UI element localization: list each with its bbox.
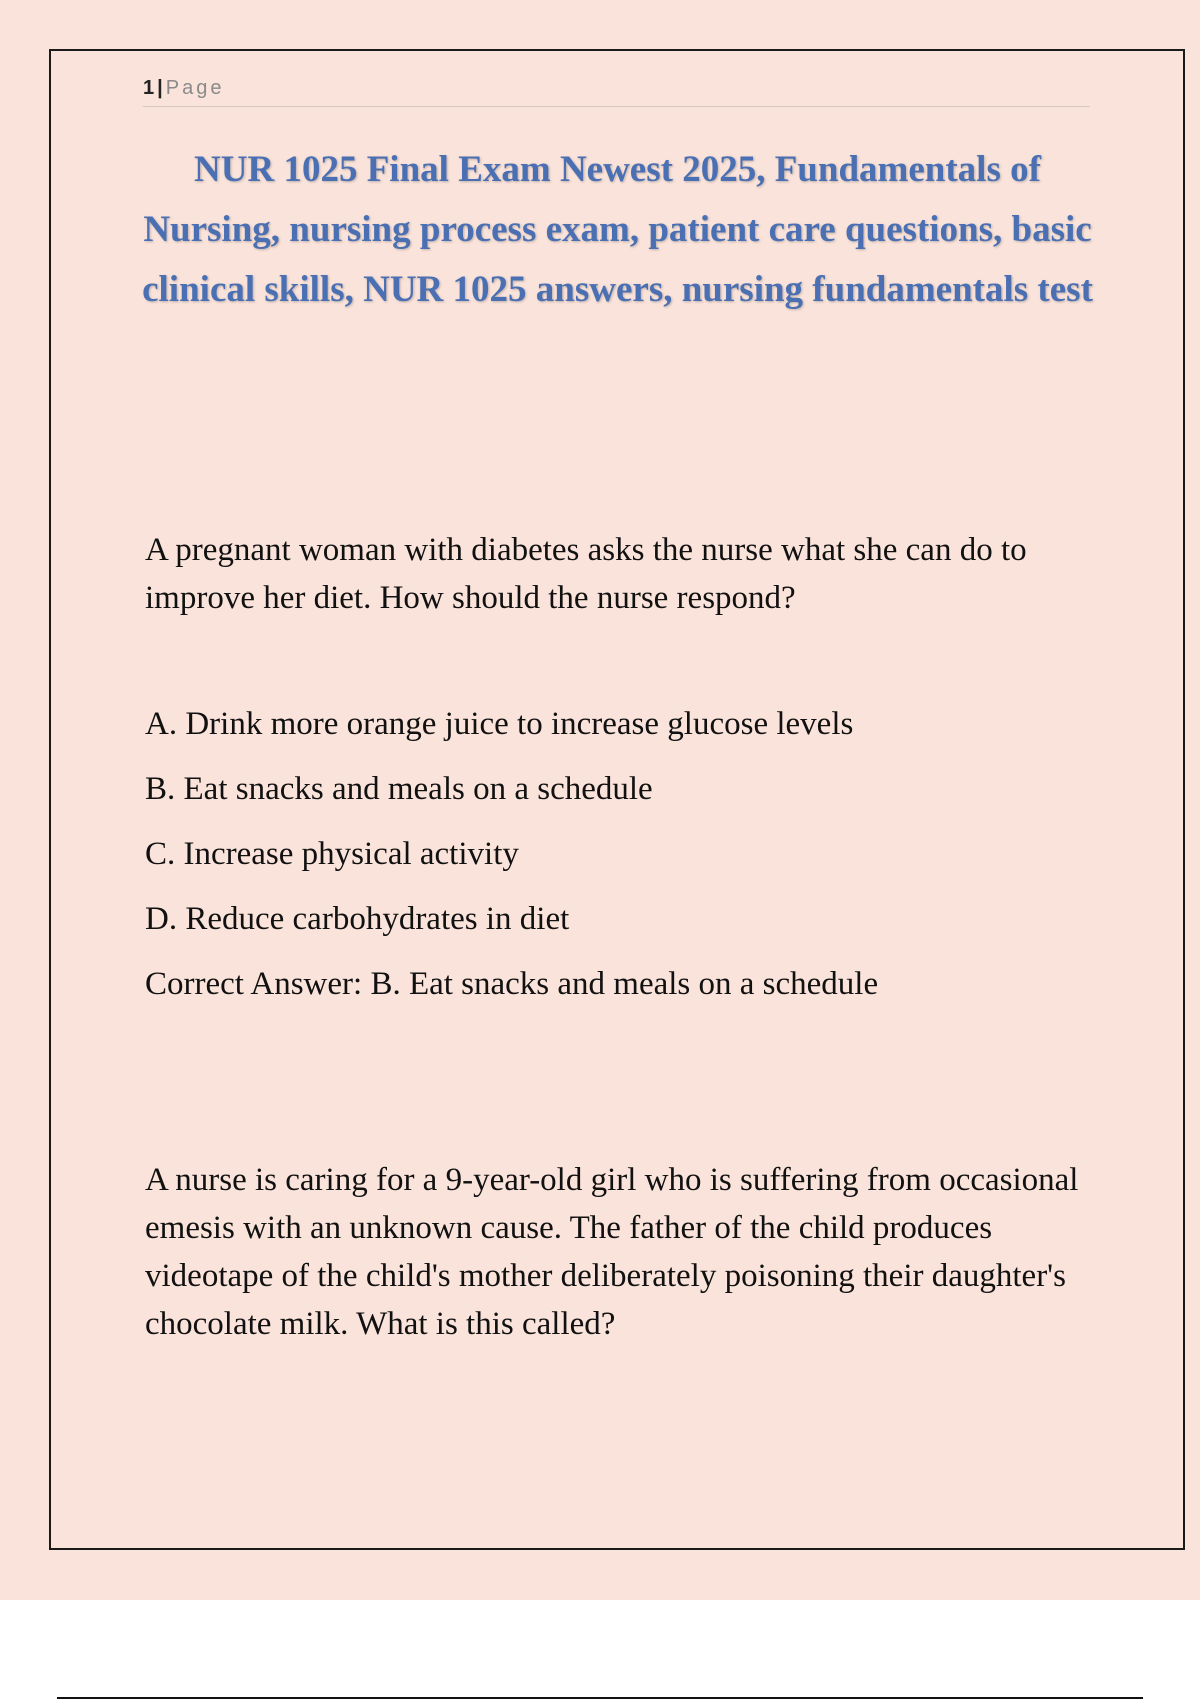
question-2-text: A nurse is caring for a 9-year-old girl who is suffering from occasional emesis with an unknown cause. The father of the child produces videotape of the child's mother deliberately poisoning their daughter's chocolate milk. What is this called? xyxy=(145,1162,1079,1342)
page-header xyxy=(143,74,1090,107)
question-1-options xyxy=(145,704,1085,964)
document-title: NUR 1025 Final Exam Newest 2025, Fundamentals of Nursing, nursing process exam, patient care questions, basic clinical skills, NUR 1025 answers, nursing fundamentals test xyxy=(142,149,1093,310)
page-label: Page xyxy=(165,77,225,99)
question-1-text: A pregnant woman with diabetes asks the nurse what she can do to improve her diet. How should the nurse respond? xyxy=(145,532,1027,616)
footer-divider xyxy=(57,1697,1143,1699)
option-a: A. Drink more orange juice to increase glucose levels xyxy=(145,706,854,742)
page-separator: | xyxy=(157,77,163,99)
page-number: 1 xyxy=(143,77,155,99)
question-1-answer: Correct Answer: B. Eat snacks and meals on a schedule xyxy=(145,966,879,1002)
option-d: D. Reduce carbohydrates in diet xyxy=(145,901,570,937)
option-c: C. Increase physical activity xyxy=(145,836,519,872)
option-b: B. Eat snacks and meals on a schedule xyxy=(145,771,653,807)
